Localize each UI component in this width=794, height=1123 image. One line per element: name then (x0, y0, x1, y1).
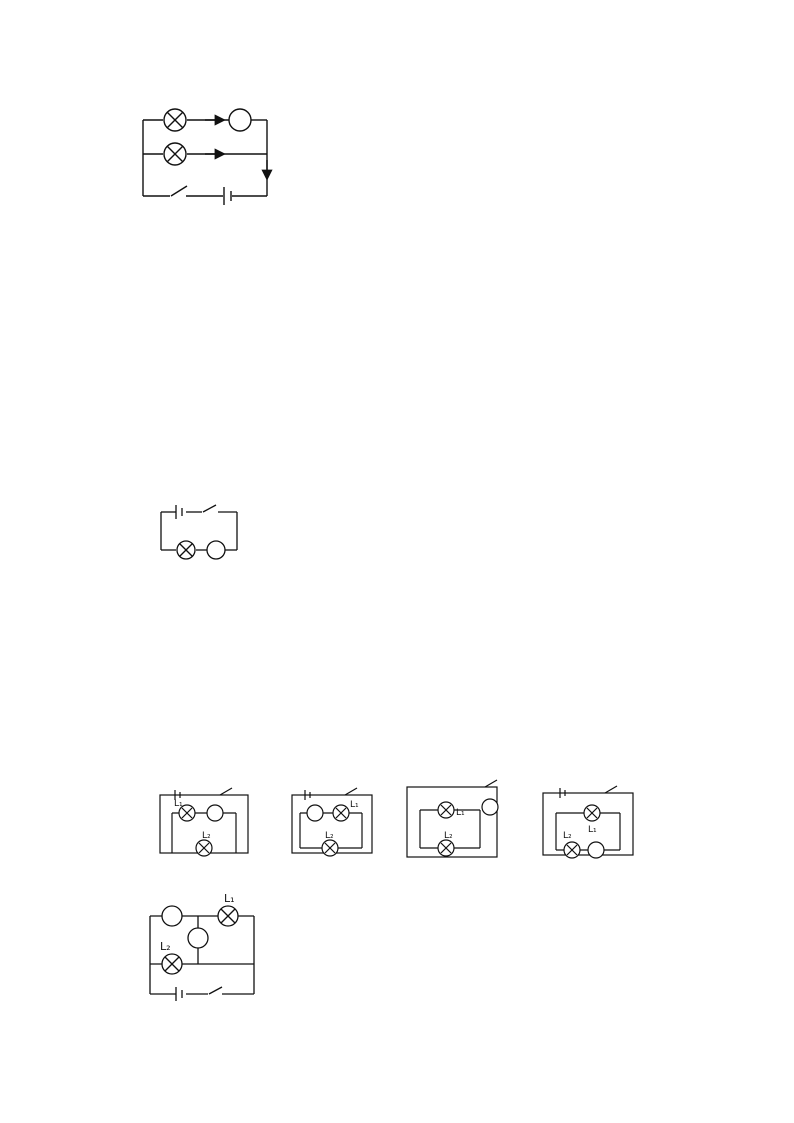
opt-c-l1: L₁ (456, 808, 465, 818)
opt-d-l1: L₁ (588, 825, 597, 835)
fig4-l1: L₁ (224, 892, 235, 905)
opt-d-l2: L₂ (563, 831, 572, 841)
option-labels (174, 799, 597, 841)
opt-a-l1: L₁ (174, 799, 183, 809)
option-circuits (160, 780, 633, 858)
opt-a-l2: L₂ (202, 831, 211, 841)
ammeter-icon (229, 109, 251, 131)
opt-b-l2: L₂ (325, 831, 334, 841)
fig4-l2: L₂ (160, 940, 171, 953)
fig4-circuit (150, 906, 254, 1001)
opt-b-l1: L₁ (350, 800, 359, 810)
lower-fig1-circuit (161, 505, 237, 559)
top-circuit (143, 109, 267, 205)
opt-c-l2: L₂ (444, 831, 453, 841)
